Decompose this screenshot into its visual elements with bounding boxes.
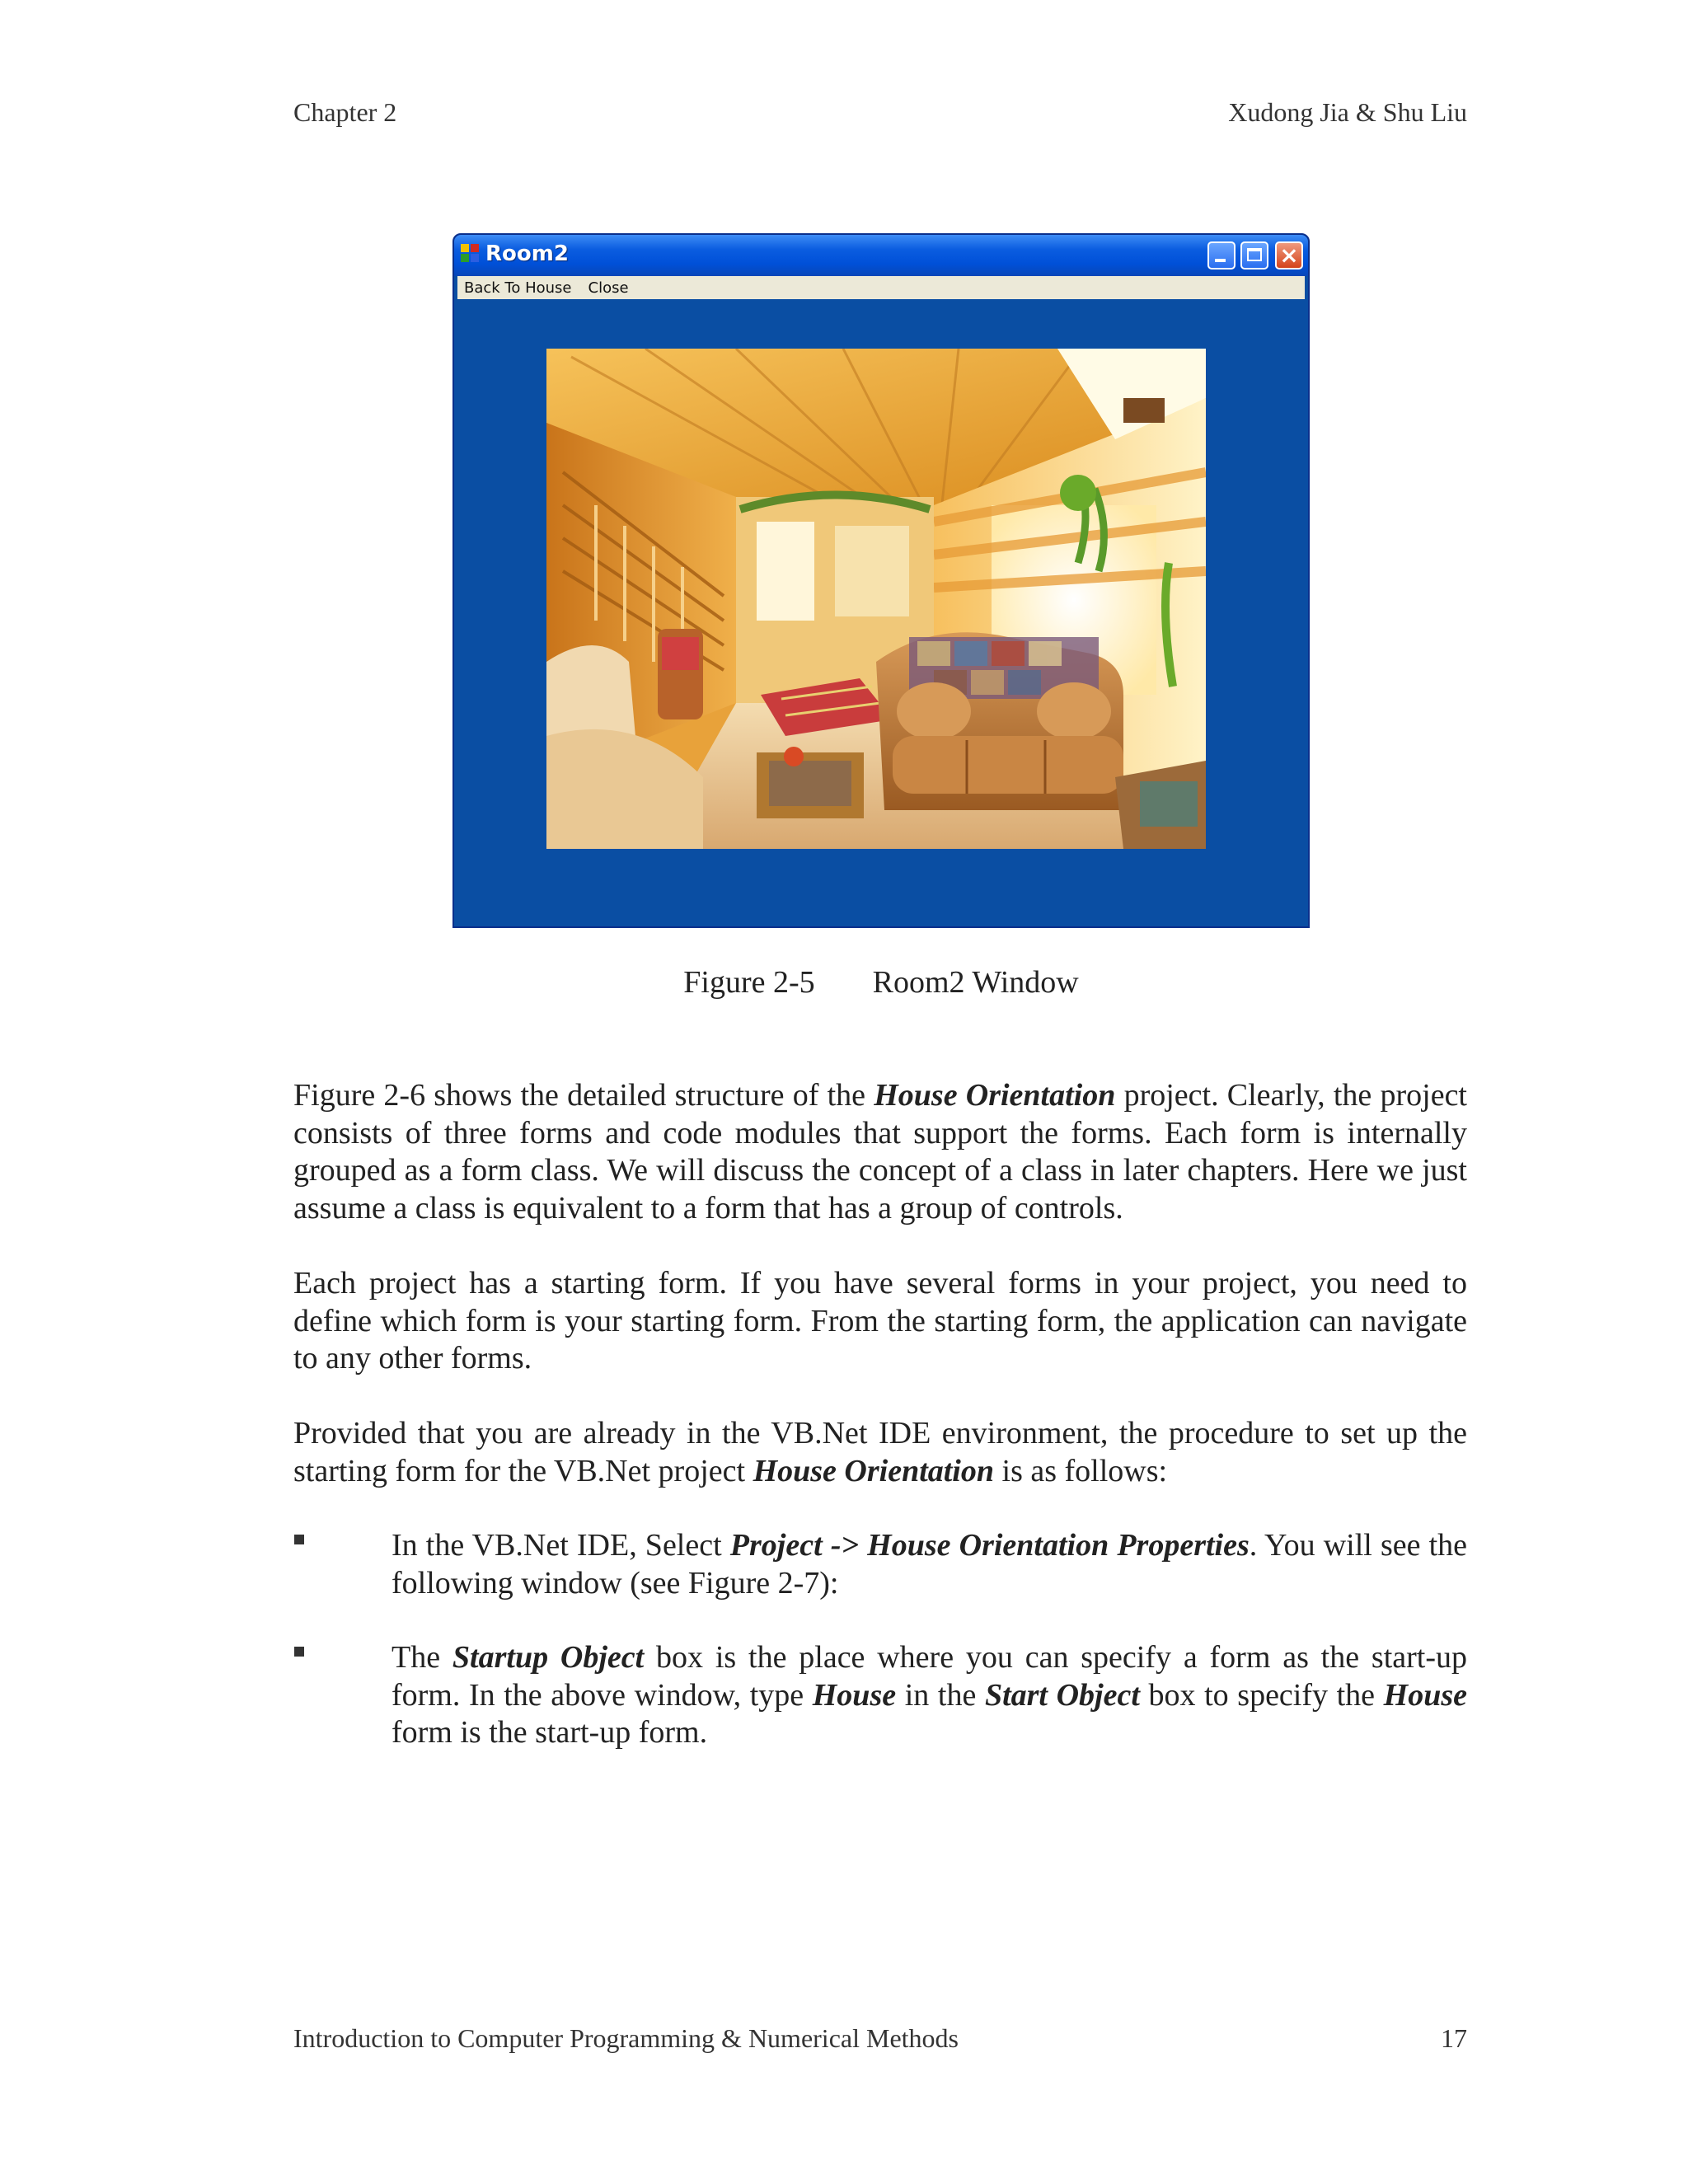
text-run: box to specify the: [1139, 1677, 1384, 1713]
emphasis-term: Startup Object: [452, 1640, 645, 1675]
text-run: box is the place where you can specify a form as the start-up form. In the above window, type: [392, 1640, 1468, 1713]
text-run: The: [392, 1640, 452, 1675]
window-title: Room2: [485, 241, 569, 266]
text-run: Each project has a starting form. If you have several forms in your project, you need to define which form is your starting form. From the starting form, the application can navigate to any other forms.: [293, 1266, 1467, 1376]
figure-number: Figure 2-5: [683, 965, 815, 1000]
running-header-authors: Xudong Jia & Shu Liu: [1228, 97, 1467, 127]
emphasis-term: House Orientation: [874, 1078, 1116, 1113]
emphasis-term: House Orientation: [753, 1453, 995, 1488]
minimize-icon: [1215, 259, 1226, 262]
menu-item-close[interactable]: Close: [588, 279, 629, 297]
text-run: Provided that you are already in the VB.Net IDE environment, the procedure to set up the starting form for the VB.Net project: [293, 1416, 1467, 1488]
emphasis-term: Project -> House Orientation Properties: [729, 1528, 1250, 1563]
text-run: in the: [896, 1677, 985, 1713]
window-menubar: [457, 276, 1305, 299]
emphasis-run: [985, 1678, 1140, 1713]
maximize-icon: [1247, 248, 1262, 261]
page-number: 17: [1441, 2023, 1467, 2053]
app-icon: [461, 244, 481, 264]
close-window-button[interactable]: [1275, 241, 1303, 269]
menu-item-back-to-house[interactable]: Back To House: [464, 279, 572, 297]
maximize-button[interactable]: [1240, 241, 1268, 269]
close-icon: ×: [1279, 241, 1299, 269]
log-cabin-interior-photo: [546, 349, 1206, 849]
bullet-marker: [294, 1647, 304, 1657]
bullet-startup-object: [392, 1639, 1467, 1752]
emphasis-run: [452, 1640, 644, 1675]
text-run: In the VB.Net IDE, Select: [392, 1528, 730, 1563]
text-run: . You will see the following window (see Figure 2-7):: [392, 1528, 1468, 1601]
paragraph-project-structure: [293, 1077, 1467, 1227]
room2-window: [452, 233, 1310, 928]
bullet-marker: [294, 1535, 304, 1544]
paragraph-procedure: [293, 1415, 1467, 1490]
window-titlebar[interactable]: [454, 235, 1308, 276]
emphasis-run: [753, 1454, 994, 1488]
emphasis-term: House: [812, 1677, 897, 1713]
text-run: project. Clearly, the project consists of three forms and code modules that support the forms. Each form is internally grouped as a form class. We will discuss the concept of a class in later chapters. Here we just assume a class is equivalent to a form that has a group of controls.: [293, 1078, 1467, 1226]
running-header-chapter: Chapter 2: [293, 97, 397, 127]
text-run: is as follows:: [994, 1453, 1168, 1488]
running-footer-book-title: Introduction to Computer Programming & Numerical Methods: [293, 2023, 959, 2053]
minimize-button[interactable]: [1207, 241, 1236, 269]
figure-title: Room2 Window: [872, 965, 1079, 1000]
emphasis-term: Start Object: [984, 1677, 1140, 1713]
text-run: Figure 2-6 shows the detailed structure of the: [293, 1078, 874, 1113]
bullet-select-properties: [392, 1527, 1467, 1602]
emphasis-run: [1384, 1678, 1467, 1713]
emphasis-run: [813, 1678, 896, 1713]
emphasis-run: [730, 1528, 1250, 1563]
paragraph-starting-form: [293, 1265, 1467, 1378]
figure-caption: [0, 964, 1688, 1001]
emphasis-run: [874, 1078, 1115, 1113]
emphasis-term: House: [1383, 1677, 1468, 1713]
text-run: form is the start-up form.: [392, 1715, 708, 1750]
